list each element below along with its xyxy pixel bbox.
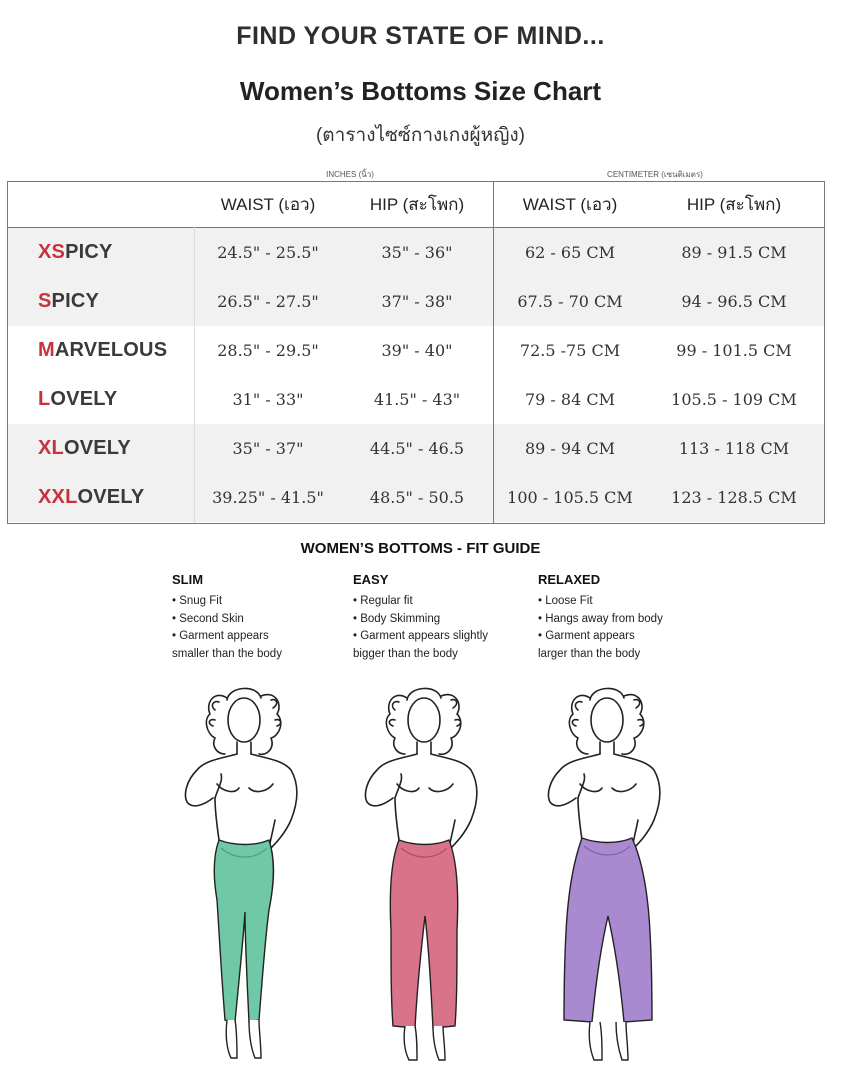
fit-description-line: • Body Skimming [353,612,441,625]
hip-cm-cell: 105.5 - 109 CM [671,390,797,409]
fit-description-line: • Garment appears [172,630,269,642]
fit-name: SLIM [172,572,204,587]
fit-description-line: • Loose Fit [538,595,593,607]
table-row [8,326,824,375]
waist-cm-cell: 100 - 105.5 CM [507,488,633,507]
fit-guide-title: WOMEN’S BOTTOMS - FIT GUIDE [300,540,541,557]
header-waist-cm: WAIST (เอว) [522,195,618,214]
table-row [8,228,824,277]
waist-in-cell: 31" - 33" [232,390,304,409]
fit-description-line: • Garment appears slightly [353,630,489,642]
unit-label-inches: INCHES (นิ้ว) [326,170,374,179]
table-row [8,375,824,424]
hip-in-cell: 44.5" - 46.5 [369,439,465,458]
waist-in-cell: 35" - 37" [232,439,304,458]
fit-description-line: larger than the body [538,647,641,660]
hip-cm-cell: 89 - 91.5 CM [681,243,787,262]
fit-description-line: • Hangs away from body [538,612,663,625]
hip-in-cell: 39" - 40" [381,341,453,360]
page-subtitle: (ตารางไซซ์กางเกงผู้หญิง) [315,125,525,146]
waist-in-cell: 39.25" - 41.5" [212,488,324,507]
waist-cm-cell: 79 - 84 CM [524,390,615,409]
fit-name: EASY [353,572,389,587]
size-label: MARVELOUS [38,339,168,361]
size-label: XXLOVELY [38,486,145,508]
waist-cm-cell: 67.5 - 70 CM [517,292,623,311]
page-tagline: FIND YOUR STATE OF MIND... [236,22,605,50]
header-hip-in: HIP (สะโพก) [369,195,465,214]
header-waist-in: WAIST (เอว) [220,195,316,214]
header-hip-cm: HIP (สะโพก) [686,195,782,214]
hip-cm-cell: 123 - 128.5 CM [671,488,797,507]
waist-in-cell: 24.5" - 25.5" [217,243,319,262]
fit-description-line: bigger than the body [353,647,458,660]
waist-in-cell: 26.5" - 27.5" [217,292,319,311]
unit-label-cm: CENTIMETER (เซนติเมตร) [607,170,703,179]
hip-in-cell: 37" - 38" [381,292,453,311]
size-label: LOVELY [38,388,118,410]
page-title: Women’s Bottoms Size Chart [239,76,602,106]
waist-cm-cell: 62 - 65 CM [524,243,615,262]
size-chart-table [7,181,825,524]
fit-column-relaxed [538,572,718,663]
waist-cm-cell: 89 - 94 CM [524,439,615,458]
table-row [8,424,824,473]
fit-column-easy [353,572,533,663]
fit-column-slim [172,572,352,663]
size-label: XSPICY [38,241,113,263]
fit-description-line: • Snug Fit [172,595,223,607]
fit-description-line: • Garment appears [538,630,635,642]
hip-in-cell: 35" - 36" [381,243,453,262]
size-label: SPICY [38,290,100,312]
waist-cm-cell: 72.5 -75 CM [519,341,621,360]
relaxed-fit-figure [528,680,688,1070]
table-header [8,182,824,228]
fit-description-line: • Second Skin [172,612,244,625]
hip-cm-cell: 113 - 118 CM [678,439,790,458]
fit-description-line: • Regular fit [353,595,413,607]
fit-name: RELAXED [538,572,601,587]
hip-in-cell: 48.5" - 50.5 [369,488,465,507]
waist-in-cell: 28.5" - 29.5" [217,341,319,360]
size-label: XLOVELY [38,437,131,459]
table-row [8,473,824,522]
hip-cm-cell: 94 - 96.5 CM [681,292,787,311]
fit-description-line: smaller than the body [172,647,282,660]
hip-cm-cell: 99 - 101.5 CM [676,341,792,360]
hip-in-cell: 41.5" - 43" [373,390,461,409]
slim-fit-figure [165,680,325,1070]
table-row [8,277,824,326]
easy-fit-figure [345,680,505,1070]
